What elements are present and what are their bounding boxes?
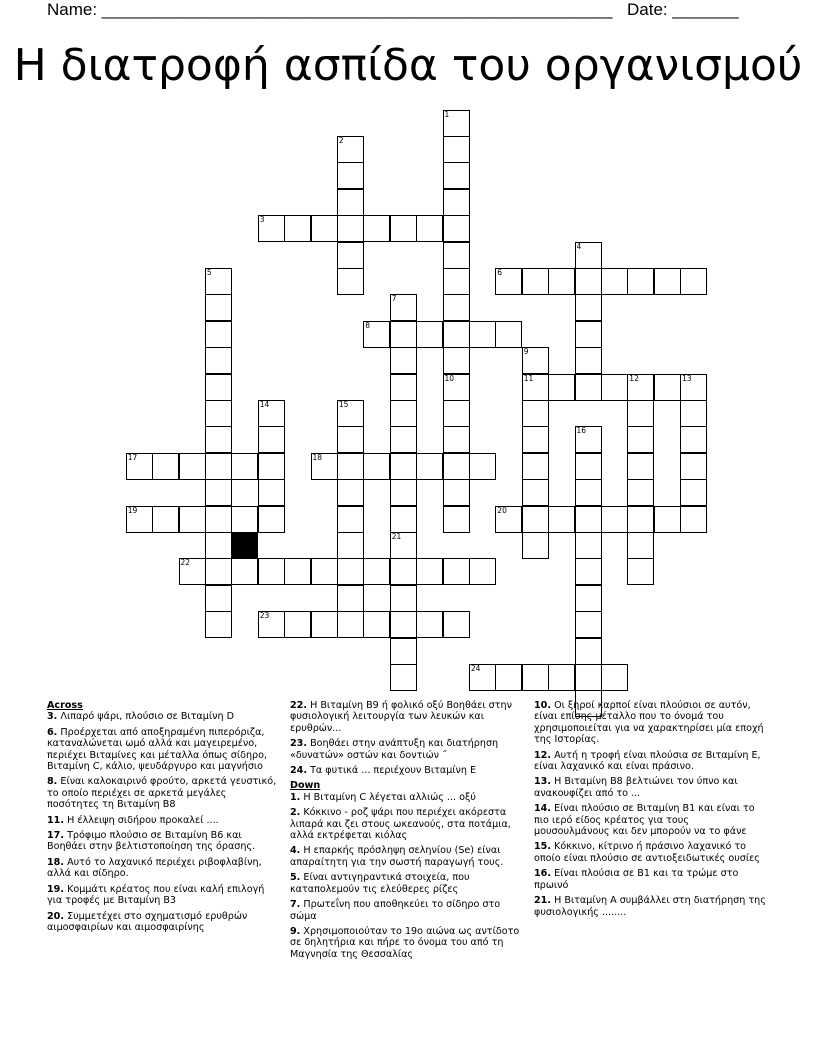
answer-cell[interactable] (311, 558, 338, 585)
answer-cell[interactable] (443, 479, 470, 506)
answer-cell[interactable] (390, 347, 417, 374)
answer-cell[interactable] (258, 215, 285, 242)
cell-number: 1 (444, 109, 450, 119)
clue-text: Κομμάτι κρέατος που είναι καλή επιλογή για τροφές με Βιταμίνη Β3 (47, 883, 265, 907)
clue-number: 4. (290, 845, 301, 857)
across-clue (47, 815, 277, 826)
answer-cell[interactable] (284, 215, 311, 242)
answer-cell[interactable] (680, 374, 707, 401)
answer-cell[interactable] (443, 426, 470, 453)
answer-cell[interactable] (337, 506, 364, 533)
answer-cell[interactable] (522, 374, 549, 401)
down-clue (534, 841, 766, 864)
answer-cell[interactable] (416, 611, 443, 638)
answer-cell[interactable] (654, 506, 681, 533)
answer-cell[interactable] (443, 321, 470, 348)
clue-number: 11. (47, 814, 64, 826)
answer-cell[interactable] (337, 426, 364, 453)
cell-number: 10 (444, 373, 455, 383)
answer-cell[interactable] (205, 479, 232, 506)
answer-cell[interactable] (337, 215, 364, 242)
clue-text: Είναι καλοκαιρινό φρούτο, αρκετά γευστικό, το οποίο περιέχει σε αρκετά μεγάλες ποσότητες τη Βιταμίνη Β8 (47, 776, 277, 811)
clue-number: 9. (290, 925, 301, 937)
answer-cell[interactable] (205, 347, 232, 374)
down-clue (534, 750, 766, 773)
cell-number: 13 (682, 373, 692, 383)
answer-cell[interactable] (337, 136, 364, 163)
answer-cell[interactable] (258, 400, 285, 427)
cell-number: 5 (206, 267, 212, 277)
answer-cell[interactable] (443, 611, 470, 638)
clue-text: Η Βιταμίνη Β8 βελτιώνει τον ύπνο και ανακουφίζει από το ... (534, 776, 738, 799)
clue-number: 1. (290, 791, 301, 803)
answer-cell[interactable] (601, 374, 628, 401)
blocked-cell (231, 532, 258, 559)
clue-number: 24. (290, 765, 307, 777)
answer-cell[interactable] (443, 506, 470, 533)
answer-cell[interactable] (522, 532, 549, 559)
answer-cell[interactable] (205, 321, 232, 348)
answer-cell[interactable] (337, 189, 364, 216)
answer-cell[interactable] (575, 242, 602, 269)
answer-cell[interactable] (205, 426, 232, 453)
answer-cell[interactable] (654, 374, 681, 401)
answer-cell[interactable] (337, 611, 364, 638)
clue-number: 6. (47, 726, 58, 738)
answer-cell[interactable] (575, 506, 602, 533)
answer-cell[interactable] (443, 294, 470, 321)
answer-cell[interactable] (337, 585, 364, 612)
cell-number: 11 (523, 373, 534, 383)
answer-cell[interactable] (337, 453, 364, 480)
answer-cell[interactable] (548, 268, 575, 295)
answer-cell[interactable] (469, 558, 496, 585)
answer-cell[interactable] (443, 189, 470, 216)
across-clue (47, 830, 277, 853)
answer-cell[interactable] (337, 268, 364, 295)
clue-text: Αυτή η τροφή είναι πλούσια σε Βιταμίνη Ε, είναι λαχανικό και είναι πράσινο. (534, 749, 761, 773)
clue-text: Η Βιταμίνη Β9 ή φολικό οξύ Βοηθάει στην φυσιολογική λειτουργία των λευκών και ερυθρών... (290, 700, 512, 734)
answer-cell[interactable] (443, 136, 470, 163)
clue-text: Η έλλειψη σιδήρου προκαλεί .... (67, 814, 219, 826)
answer-cell[interactable] (390, 638, 417, 665)
clue-number: 16. (534, 868, 551, 880)
cell-number: 15 (338, 399, 349, 409)
answer-cell[interactable] (495, 268, 522, 295)
page-title: Η διατροφή ασπίδα του οργανισμού (13, 40, 803, 91)
answer-cell[interactable] (152, 506, 179, 533)
answer-cell[interactable] (363, 453, 390, 480)
answer-cell[interactable] (575, 374, 602, 401)
answer-cell[interactable] (469, 321, 496, 348)
answer-cell[interactable] (390, 479, 417, 506)
clue-text: Κόκκινο, κίτρινο ή πράσινο λαχανικό το οποίο είναι πλούσιο σε αντιοξειδωτικές ουσίες (534, 841, 760, 864)
answer-cell[interactable] (522, 347, 549, 374)
answer-cell[interactable] (627, 374, 654, 401)
answer-cell[interactable] (390, 506, 417, 533)
down-clue (290, 845, 520, 868)
answer-cell[interactable] (443, 162, 470, 189)
answer-cell[interactable] (363, 215, 390, 242)
across-clue (47, 911, 277, 934)
cell-number: 9 (523, 347, 529, 357)
cell-number: 18 (312, 452, 323, 462)
answer-cell[interactable] (205, 506, 232, 533)
down-clue (534, 776, 766, 799)
clue-number: 18. (47, 856, 64, 868)
clue-number: 13. (534, 776, 551, 788)
answer-cell[interactable] (627, 558, 654, 585)
down-clue (290, 926, 520, 960)
clue-number: 3. (47, 711, 58, 723)
clue-number: 8. (47, 776, 58, 788)
answer-cell[interactable] (258, 611, 285, 638)
cell-number: 8 (365, 320, 371, 330)
clue-number: 12. (534, 749, 551, 761)
answer-cell[interactable] (390, 294, 417, 321)
answer-cell[interactable] (231, 506, 258, 533)
answer-cell[interactable] (443, 215, 470, 242)
clue-text: Βοηθάει στην ανάπτυξη και διατήρηση «δυνατών» οστών και δοντιών ˝ (290, 738, 499, 761)
answer-cell[interactable] (258, 453, 285, 480)
down-clue (534, 895, 766, 918)
answer-cell[interactable] (363, 611, 390, 638)
answer-cell[interactable] (390, 585, 417, 612)
answer-cell[interactable] (522, 400, 549, 427)
down-clue (290, 792, 520, 803)
answer-cell[interactable] (575, 558, 602, 585)
cell-number: 21 (391, 531, 402, 541)
answer-cell[interactable] (443, 453, 470, 480)
answer-cell[interactable] (390, 558, 417, 585)
answer-cell[interactable] (390, 611, 417, 638)
clue-number: 17. (47, 830, 64, 842)
date-field-label: Date: _______ (627, 0, 739, 19)
answer-cell[interactable] (575, 321, 602, 348)
answer-cell[interactable] (443, 400, 470, 427)
across-clue (47, 884, 277, 907)
answer-cell[interactable] (126, 506, 153, 533)
answer-cell[interactable] (575, 585, 602, 612)
answer-cell[interactable] (311, 611, 338, 638)
answer-cell[interactable] (443, 347, 470, 374)
answer-cell[interactable] (205, 585, 232, 612)
cell-number: 6 (497, 267, 503, 277)
answer-cell[interactable] (575, 426, 602, 453)
answer-cell[interactable] (627, 268, 654, 295)
across-clue (290, 765, 520, 776)
answer-cell[interactable] (390, 532, 417, 559)
answer-cell[interactable] (390, 215, 417, 242)
answer-cell[interactable] (205, 558, 232, 585)
answer-cell[interactable] (443, 268, 470, 295)
answer-cell[interactable] (390, 453, 417, 480)
answer-cell[interactable] (522, 664, 549, 691)
answer-cell[interactable] (205, 532, 232, 559)
clue-text: Η Βιταμίνη Α συμβάλλει στη διατήρηση της φυσιολογικής ........ (534, 895, 766, 918)
across-clue (47, 776, 277, 810)
down-clue (290, 872, 520, 895)
answer-cell[interactable] (311, 215, 338, 242)
clue-number: 21. (534, 895, 551, 907)
answer-cell[interactable] (601, 664, 628, 691)
clue-text: Αυτό το λαχανικό περιέχει ριβοφλαβίνη, αλλά και σίδηρο. (47, 856, 262, 880)
cell-number: 24 (470, 663, 481, 673)
answer-cell[interactable] (179, 506, 206, 533)
answer-cell[interactable] (205, 268, 232, 295)
clue-text: Κόκκινο - ροζ ψάρι που περιέχει ακόρεστα λιπαρά και ζει στους ωκεανούς, στα ποτάμια, αλλά εκτρέφεται κιόλας (290, 807, 511, 842)
cell-number: 20 (497, 505, 507, 515)
down-clue (290, 899, 520, 922)
answer-cell[interactable] (627, 479, 654, 506)
answer-cell[interactable] (311, 453, 338, 480)
answer-cell[interactable] (522, 426, 549, 453)
cell-number: 19 (127, 505, 138, 515)
answer-cell[interactable] (205, 294, 232, 321)
answer-cell[interactable] (654, 268, 681, 295)
answer-cell[interactable] (443, 242, 470, 269)
answer-cell[interactable] (522, 453, 549, 480)
answer-cell[interactable] (390, 426, 417, 453)
answer-cell[interactable] (284, 611, 311, 638)
answer-cell[interactable] (469, 453, 496, 480)
answer-cell[interactable] (680, 400, 707, 427)
answer-cell[interactable] (601, 268, 628, 295)
answer-cell[interactable] (495, 664, 522, 691)
answer-cell[interactable] (575, 532, 602, 559)
name-field-label: Name: ______________________________________________________ (47, 0, 613, 19)
answer-cell[interactable] (231, 558, 258, 585)
answer-cell[interactable] (258, 479, 285, 506)
clue-number: 2. (290, 807, 301, 819)
answer-cell[interactable] (575, 347, 602, 374)
clue-number: 7. (290, 899, 301, 911)
answer-cell[interactable] (258, 558, 285, 585)
answer-cell[interactable] (548, 664, 575, 691)
answer-cell[interactable] (205, 400, 232, 427)
clue-text: Συμμετέχει στο σχηματισμό ερυθρών αιμοσφαιρίων και αιμοσφαιρίνης (47, 910, 248, 933)
cell-number: 14 (259, 399, 270, 409)
answer-cell[interactable] (179, 453, 206, 480)
answer-cell[interactable] (390, 664, 417, 691)
answer-cell[interactable] (443, 110, 470, 137)
answer-cell[interactable] (258, 426, 285, 453)
down-heading: Down (290, 780, 321, 792)
answer-cell[interactable] (680, 506, 707, 533)
answer-cell[interactable] (337, 479, 364, 506)
answer-cell[interactable] (575, 453, 602, 480)
clue-number: 5. (290, 872, 301, 884)
cell-number: 2 (338, 135, 344, 145)
clue-number: 20. (47, 910, 64, 922)
answer-cell[interactable] (627, 532, 654, 559)
answer-cell[interactable] (416, 215, 443, 242)
clue-text: Είναι αντιγηραντικά στοιχεία, που καταπολεμούν τις ελεύθερες ρίζες (290, 872, 470, 895)
across-clue (47, 711, 277, 722)
clue-text: Η Βιταμίνη C λέγεται αλλιώς ... οξύ (303, 791, 476, 803)
answer-cell[interactable] (575, 638, 602, 665)
cell-number: 16 (576, 426, 587, 436)
answer-cell[interactable] (363, 558, 390, 585)
answer-cell[interactable] (627, 506, 654, 533)
answer-cell[interactable] (575, 294, 602, 321)
down-clue (534, 803, 766, 837)
cell-number: 12 (629, 373, 639, 383)
answer-cell[interactable] (575, 664, 602, 691)
answer-cell[interactable] (522, 268, 549, 295)
clue-text: Τα φυτικά ... περιέχουν Βιταμίνη Ε (310, 765, 477, 777)
answer-cell[interactable] (337, 532, 364, 559)
clue-text: Λιπαρό ψάρι, πλούσιο σε Βιταμίνη D (60, 711, 234, 723)
answer-cell[interactable] (337, 558, 364, 585)
across-heading: Across (47, 700, 83, 711)
answer-cell[interactable] (205, 453, 232, 480)
clue-number: 15. (534, 841, 551, 853)
cell-number: 3 (259, 215, 265, 225)
answer-cell[interactable] (390, 321, 417, 348)
answer-cell[interactable] (495, 321, 522, 348)
down-clue (534, 700, 766, 746)
answer-cell[interactable] (680, 453, 707, 480)
answer-cell[interactable] (179, 558, 206, 585)
cell-number: 22 (180, 558, 191, 568)
answer-cell[interactable] (443, 558, 470, 585)
cell-number: 7 (391, 294, 397, 304)
cell-number: 4 (576, 241, 582, 251)
answer-cell[interactable] (205, 374, 232, 401)
across-clue (47, 727, 277, 773)
answer-cell[interactable] (416, 558, 443, 585)
across-clue (290, 700, 520, 734)
clue-text: Είναι πλούσια σε Β1 και τα τρώμε στο πρωινό (534, 868, 739, 891)
answer-cell[interactable] (627, 400, 654, 427)
answer-cell[interactable] (522, 479, 549, 506)
clue-text: Προέρχεται από αποξηραμένη πιπερόριζα, καταναλώνεται ωμό αλλά και μαγειρεμένο, περιέχει Βιταμίνες και μέταλλα όπως σίδηρο, Βιταμίνη C, κάλιο, ψευδάργυρο και μαγνήσιο (47, 726, 268, 773)
answer-cell[interactable] (548, 506, 575, 533)
answer-cell[interactable] (627, 453, 654, 480)
answer-cell[interactable] (601, 506, 628, 533)
clue-number: 14. (534, 803, 551, 815)
answer-cell[interactable] (627, 426, 654, 453)
answer-cell[interactable] (284, 558, 311, 585)
answer-cell[interactable] (548, 374, 575, 401)
answer-cell[interactable] (680, 426, 707, 453)
answer-cell[interactable] (575, 479, 602, 506)
clue-text: Η επαρκής πρόσληψη σεληνίου (Se) είναι απαραίτητη για την σωστή παραγωγή τους. (290, 845, 504, 868)
answer-cell[interactable] (126, 453, 153, 480)
down-clue (290, 807, 520, 841)
clue-number: 23. (290, 738, 307, 750)
answer-cell[interactable] (205, 611, 232, 638)
answer-cell[interactable] (416, 321, 443, 348)
answer-cell[interactable] (337, 242, 364, 269)
answer-cell[interactable] (231, 453, 258, 480)
answer-cell[interactable] (575, 611, 602, 638)
answer-cell[interactable] (469, 664, 496, 691)
answer-cell[interactable] (680, 479, 707, 506)
answer-cell[interactable] (680, 268, 707, 295)
answer-cell[interactable] (575, 268, 602, 295)
answer-cell[interactable] (416, 453, 443, 480)
clues-column-3 (534, 700, 766, 922)
answer-cell[interactable] (363, 321, 390, 348)
answer-cell[interactable] (337, 162, 364, 189)
answer-cell[interactable] (152, 453, 179, 480)
across-clue (290, 738, 520, 761)
cell-number: 23 (259, 611, 270, 621)
answer-cell[interactable] (522, 506, 549, 533)
clue-number: 22. (290, 700, 307, 711)
clue-text: Χρησιμοποιούταν το 19ο αιώνα ως αντίδοτο σε δηλητήρια και πήρε το όνομα του από τη Μαγνησία της Θεσσαλίας (290, 925, 520, 960)
clue-text: Τρόφιμο πλούσιο σε Βιταμίνη Β6 και Βοηθάει στην βελτιστοποίηση της όρασης. (47, 830, 256, 853)
clue-number: 19. (47, 883, 64, 895)
clue-text: Οι ξηροί καρποί είναι πλούσιοι σε αυτόν, είναι επίσης μέταλλο που το όνομά του χρησιμοποιείται για να χαρακτηρίσει μία εποχή της Ιστορίας. (534, 700, 764, 746)
clues-column-2 (290, 700, 520, 964)
answer-cell[interactable] (258, 506, 285, 533)
down-clue (534, 868, 766, 891)
answer-cell[interactable] (390, 400, 417, 427)
answer-cell[interactable] (337, 400, 364, 427)
cell-number: 17 (127, 452, 138, 462)
clues-column-1 (47, 700, 277, 937)
clue-text: Είναι πλούσιο σε Βιταμίνη Β1 και είναι το πιο ιερό είδος κρέατος για τους μουσουλμάνους και δεν μπορούν να το φάνε (534, 803, 755, 838)
answer-cell[interactable] (390, 374, 417, 401)
across-clue (47, 857, 277, 880)
answer-cell[interactable] (443, 374, 470, 401)
clue-number: 10. (534, 700, 551, 711)
clue-text: Πρωτεΐνη που αποθηκεύει το σίδηρο στο σώμα (290, 899, 501, 922)
answer-cell[interactable] (495, 506, 522, 533)
